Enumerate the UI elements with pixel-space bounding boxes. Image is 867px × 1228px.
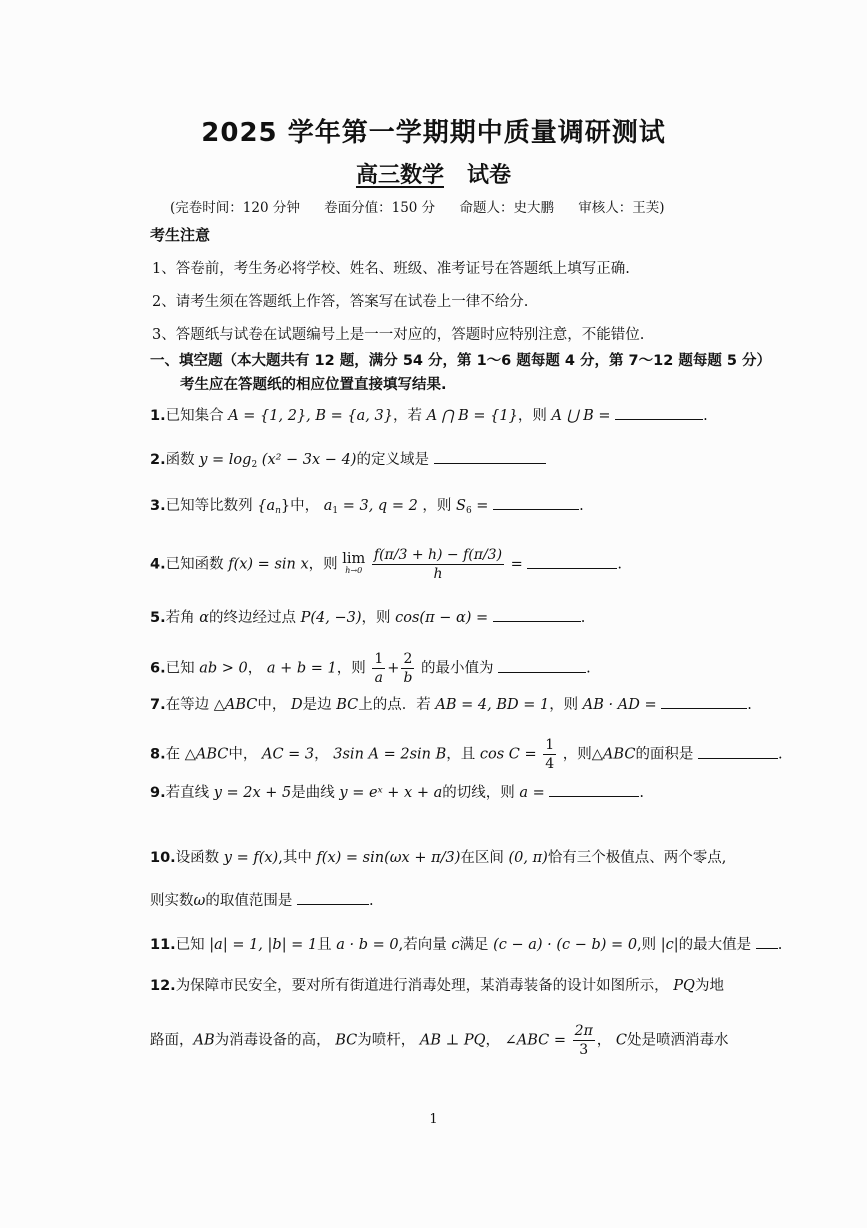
section-instruction: 考生应在答题纸的相应位置直接填写结果.: [180, 377, 447, 393]
exam-title: 2025 学年第一学期期中质量调研测试: [201, 118, 666, 148]
notice-item: 1、答卷前，考生务必将学校、姓名、班级、准考证号在答题纸上填写正确.: [152, 261, 630, 277]
answer-blank: [661, 694, 747, 709]
answer-blank: [434, 449, 546, 464]
notice-item: 3、答题纸与试卷在试题编号上是一一对应的，答题时应特别注意，不能错位.: [152, 327, 645, 343]
meta-author: 命题人：史大鹏: [459, 200, 554, 216]
meta-score: 卷面分值：150 分: [324, 200, 436, 216]
question-7: 7.在等边 △ABC中， D是边 BC上的点．若 AB = 4, BD = 1，则 AB · AD = .: [150, 694, 752, 715]
meta-time: (完卷时间：120 分钟: [170, 200, 300, 216]
question-2: 2.函数 $y = \log_2 (x^2 - 3x - 4)$的定义域是: [150, 449, 546, 475]
question-9: 9.若直线 y = 2x + 5是曲线 y = eˣ + x + a的切线，则 a = .: [150, 782, 644, 803]
notice-item: 2、请考生须在答题纸上作答，答案写在试卷上一律不给分.: [152, 294, 529, 310]
question-5: 5.若角 α的终边经过点 P(4, −3)，则 cos(π − α) = .: [150, 607, 585, 628]
answer-blank: [698, 744, 778, 759]
paper-label: 试卷: [466, 163, 511, 188]
page-number: 1: [429, 1112, 438, 1127]
answer-blank: [615, 405, 703, 420]
question-8: 8.在 △ABC中， AC = 3， 3sin A = 2sin B，且 cos C = $\frac{1}{4}$ ，则△ABC的面积是 .: [150, 737, 783, 772]
answer-blank: [549, 782, 639, 797]
notice-heading: 考生注意: [150, 226, 211, 244]
answer-blank: [493, 495, 579, 510]
subject-label: 高三数学: [355, 163, 444, 188]
question-10-cont: 则实数ω的取值范围是 .: [150, 890, 374, 911]
answer-blank: [493, 607, 581, 622]
question-1: 1.已知集合 A = {1, 2}, B = {a, 3}，若 A ⋂ B = {1}，则 A ⋃ B = .: [150, 405, 708, 426]
question-12: 12.为保障市民安全，要对所有街道进行消毒处理，某消毒装备的设计如图所示， PQ为地: [150, 978, 724, 994]
question-10: 10.设函数 y = f(x),其中 f(x) = sin(ωx + π/3)在区间 (0, π)恰有三个极值点、两个零点,: [150, 850, 727, 866]
answer-blank: [527, 554, 617, 569]
answer-blank: [297, 890, 369, 905]
exam-subtitle: [0, 158, 867, 189]
meta-reviewer: 审核人：王芙): [578, 200, 665, 216]
exam-meta: [170, 196, 685, 216]
section-heading: 一、填空题（本大题共有 12 题，满分 54 分，第 1～6 题每题 4 分，第 7～12 题每题 5 分）: [150, 353, 772, 369]
question-4: 4.已知函数 f(x) = sin x，则 lim h→0 $\frac{f(\pi/3 + h) - f(\pi/3)}{h}$ = .: [150, 547, 623, 582]
question-3: 3.已知等比数列 $\{a_n\}$中， $a_1 = 3$, q = 2 ，则 $S_6$ = .: [150, 495, 584, 521]
question-11: 11.已知 |a| = 1, |b| = 1且 a · b = 0,若向量 c满足 (c − a) · (c − b) = 0,则 |c|的最大值是 .: [150, 934, 782, 955]
answer-blank: [756, 934, 778, 949]
question-6: 6.已知 ab > 0， a + b = 1，则 $\frac{1}{a}$ + $\frac{2}{b}$ 的最小值为 .: [150, 651, 591, 686]
question-12-cont: 路面，AB为消毒设备的高， BC为喷杆， AB ⊥ PQ， ∠ABC = $\frac{2\pi}{3}$ ， C处是喷洒消毒水: [150, 1023, 729, 1058]
answer-blank: [498, 658, 586, 673]
